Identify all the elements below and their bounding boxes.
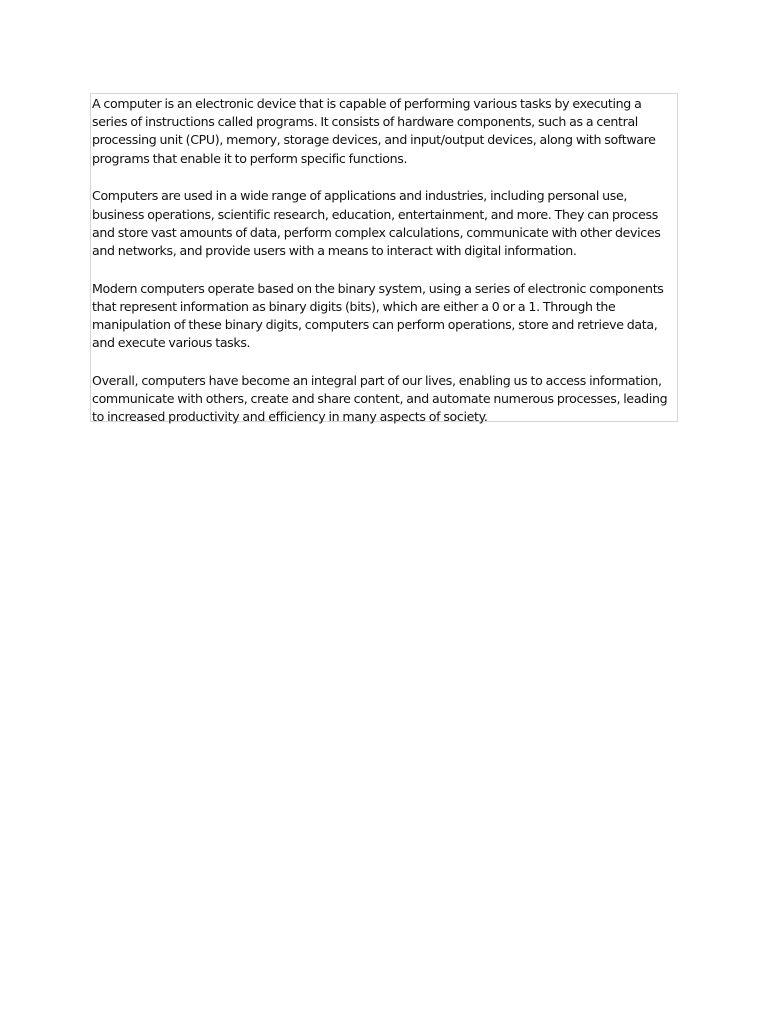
paragraph-4: Overall, computers have become an integral part of our lives, enabling us to access information, communicate with others, create and share content, and automate numerous processes, leading to increased productivity and efficiency in many aspects of society. <box>92 372 668 425</box>
paragraph-2: Computers are used in a wide range of applications and industries, including personal use, business operations, scientific research, education, entertainment, and more. They can process and store vast amounts of data, perform complex calculations, communicate with other devices and networks, and provide users with a means to interact with digital information. <box>92 188 661 258</box>
text-box <box>90 93 678 425</box>
paragraph-3: Modern computers operate based on the binary system, using a series of electronic components that represent information as binary digits (bits), which are either a 0 or a 1. Through the manipulation of these binary digits, computers can perform operations, store and retrieve data, and execute various tasks. <box>92 280 664 351</box>
paragraph-1: A computer is an electronic device that is capable of performing various tasks by executing a series of instructions called programs. It consists of hardware components, such as a central processing unit (CPU), memory, storage devices, and input/output devices, along with software programs that enable it to perform specific functions. <box>92 96 656 166</box>
